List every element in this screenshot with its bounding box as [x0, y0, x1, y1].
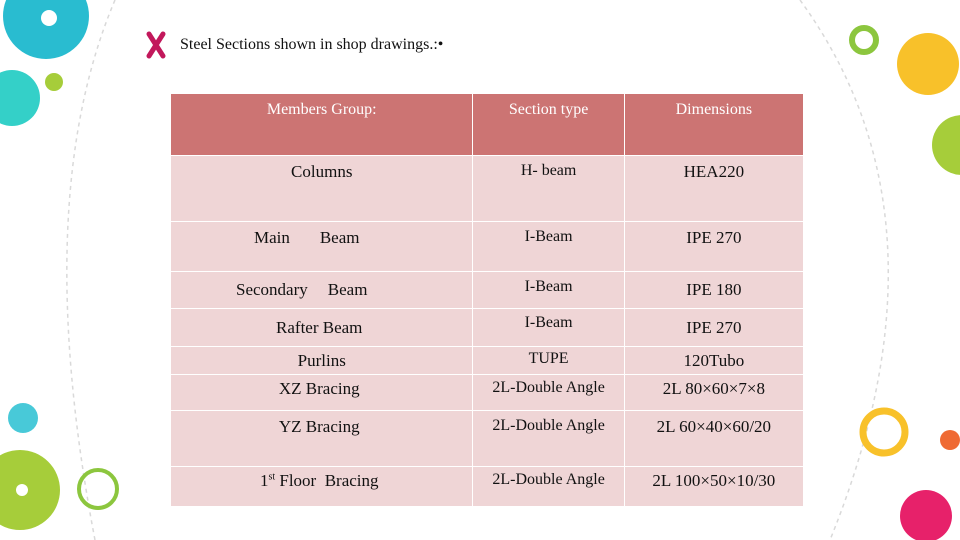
- cyan-circle-bottom: [8, 403, 38, 433]
- steel-sections-table: [170, 93, 804, 507]
- section-cell: I-Beam: [473, 272, 624, 309]
- header-dimensions: Dimensions: [624, 94, 803, 156]
- table-row: [171, 375, 804, 411]
- table-row: [171, 411, 804, 467]
- table-header-row: [171, 94, 804, 156]
- yellow-circle: [897, 33, 959, 95]
- section-cell: 2L-Double Angle: [473, 375, 624, 411]
- section-cell: 2L-Double Angle: [473, 411, 624, 467]
- green-circle-right: [932, 115, 960, 175]
- dimension-cell: 120Tubo: [624, 347, 803, 375]
- cyan-circle-small: [0, 70, 40, 126]
- x-cross-icon: [146, 31, 166, 59]
- member-cell: Main Beam: [171, 222, 473, 272]
- dashed-arc-left: [67, 0, 115, 540]
- green-ring-bottom: [79, 470, 117, 508]
- orange-dot: [940, 430, 960, 450]
- green-ring: [852, 28, 876, 52]
- section-cell: I-Beam: [473, 222, 624, 272]
- dimension-cell: 2L 60×40×60/20: [624, 411, 803, 467]
- table-row: [171, 309, 804, 347]
- member-cell: XZ Bracing: [171, 375, 473, 411]
- header-members-group: Members Group:: [171, 94, 473, 156]
- section-cell: I-Beam: [473, 309, 624, 347]
- dimension-cell: HEA220: [624, 156, 803, 222]
- table-row: [171, 156, 804, 222]
- slide-title: Steel Sections shown in shop drawings.:•: [180, 36, 444, 53]
- table-row: [171, 222, 804, 272]
- member-cell: YZ Bracing: [171, 411, 473, 467]
- cyan-circle-large: [3, 0, 89, 59]
- yellow-ring: [863, 411, 905, 453]
- dimension-cell: 2L 80×60×7×8: [624, 375, 803, 411]
- slide-title-row: [146, 30, 443, 60]
- header-section-type: Section type: [473, 94, 624, 156]
- section-cell: TUPE: [473, 347, 624, 375]
- dashed-arc-right: [800, 0, 888, 540]
- member-cell: Columns: [171, 156, 473, 222]
- table-row: [171, 272, 804, 309]
- dimension-cell: IPE 180: [624, 272, 803, 309]
- section-cell: H- beam: [473, 156, 624, 222]
- green-dot: [45, 73, 63, 91]
- dimension-cell: 2L 100×50×10/30: [624, 467, 803, 507]
- member-cell: Purlins: [171, 347, 473, 375]
- table-row: [171, 347, 804, 375]
- green-circle-bottom: [0, 450, 60, 530]
- dimension-cell: IPE 270: [624, 309, 803, 347]
- section-cell: 2L-Double Angle: [473, 467, 624, 507]
- dimension-cell: IPE 270: [624, 222, 803, 272]
- table-row: [171, 467, 804, 507]
- magenta-circle: [900, 490, 952, 540]
- member-cell: 1st Floor Bracing: [171, 467, 473, 507]
- member-cell: Secondary Beam: [171, 272, 473, 309]
- member-cell: Rafter Beam: [171, 309, 473, 347]
